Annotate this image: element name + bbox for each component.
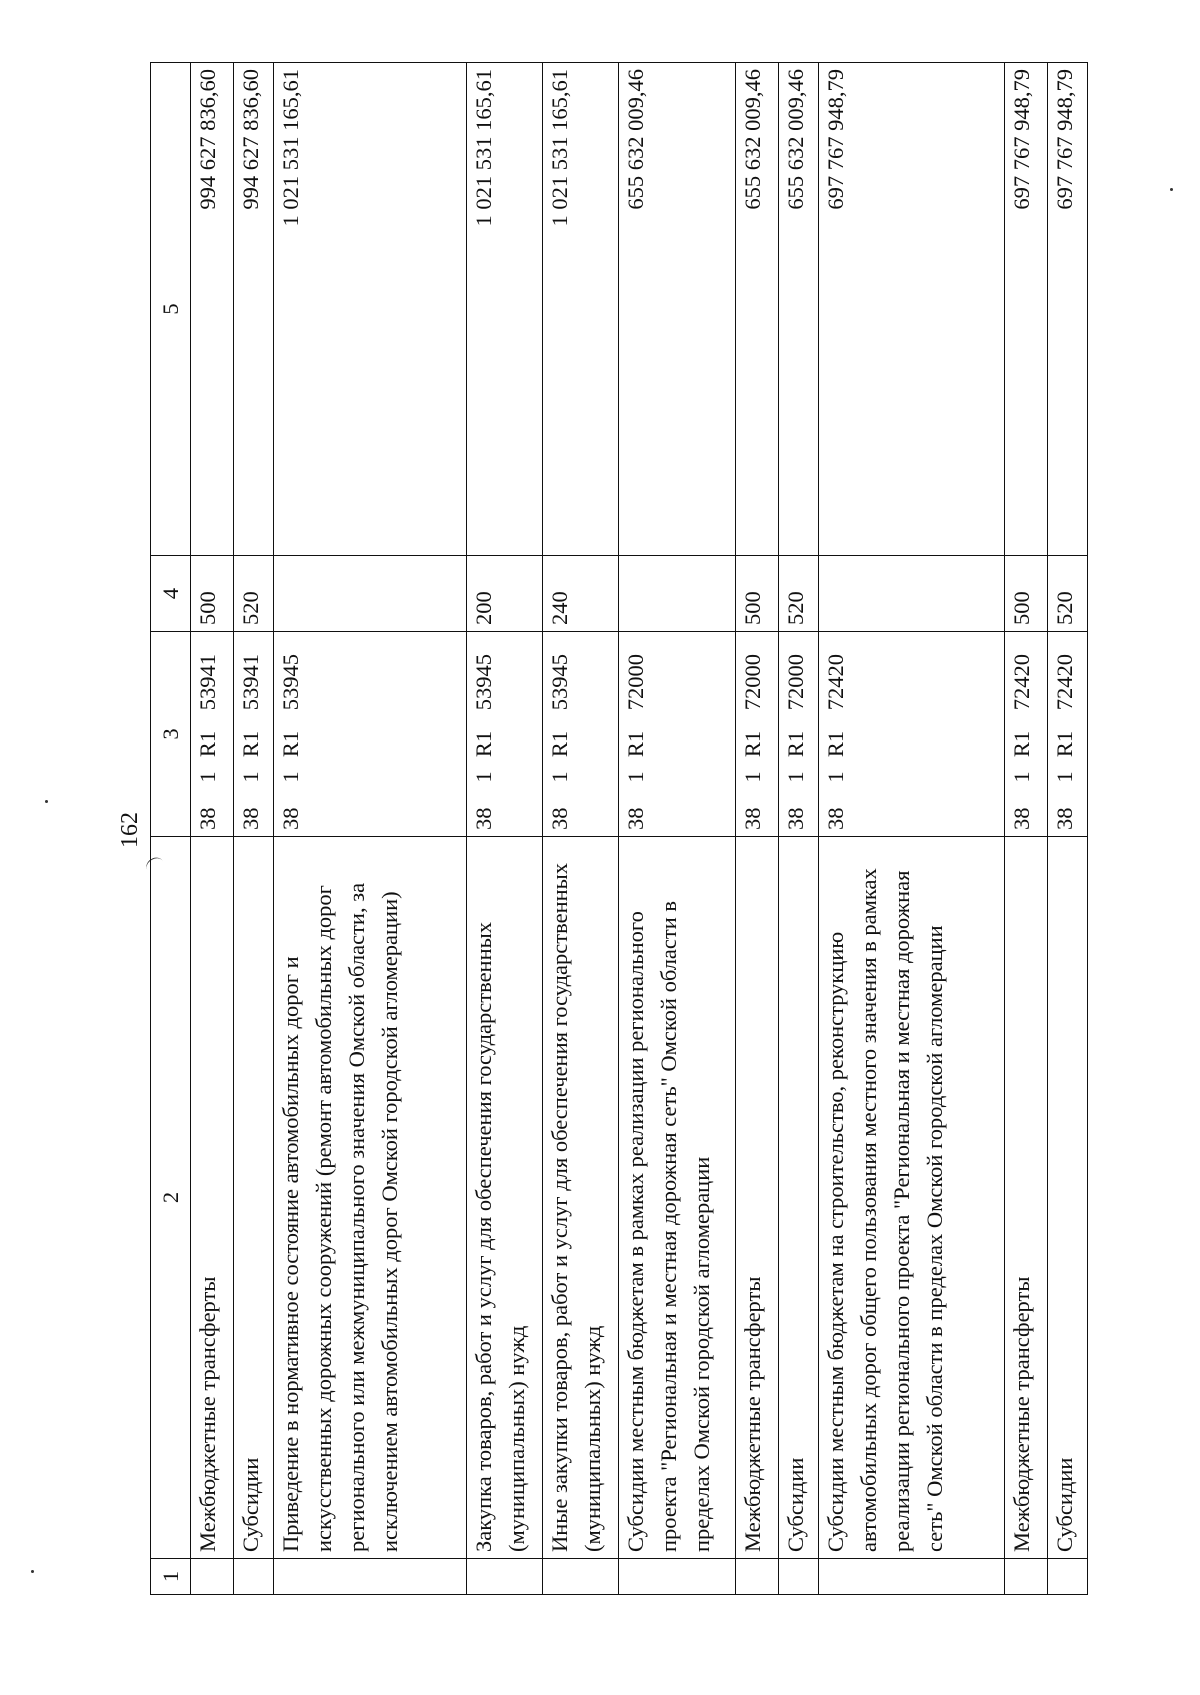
cell-type <box>619 556 736 632</box>
cell-amount: 994 627 836,60 <box>191 63 234 556</box>
table-row <box>818 63 1004 1595</box>
cell-col-1 <box>233 1559 273 1595</box>
cell-description: Субсидии <box>778 837 818 1559</box>
cell-code <box>233 632 273 837</box>
code-part: 38 <box>740 807 765 830</box>
header-col-2: 2 <box>151 837 191 1559</box>
code-part: 1 <box>1051 771 1077 783</box>
cell-col-1 <box>1047 1559 1087 1595</box>
cell-code <box>818 632 1004 837</box>
cell-code <box>274 632 467 837</box>
code-part: 1 <box>782 771 808 783</box>
code-part: 38 <box>822 807 848 830</box>
code-part: 1 <box>195 771 221 783</box>
cell-col-1 <box>1004 1559 1047 1595</box>
code-part: 72000 <box>782 654 808 711</box>
cell-amount: 1 021 531 165,61 <box>274 63 467 556</box>
cell-code <box>778 632 818 837</box>
code-part: R1 <box>547 730 573 758</box>
cell-type: 240 <box>543 556 619 632</box>
table-row <box>778 63 818 1595</box>
table-row <box>543 63 619 1595</box>
cell-amount: 655 632 009,46 <box>736 63 779 556</box>
cell-description: Закупка товаров, работ и услуг для обеспечения государственных (муниципальных) нужд <box>467 837 543 1559</box>
code-part: 1 <box>822 771 848 783</box>
code-part: R1 <box>237 730 263 758</box>
cell-type <box>818 556 1004 632</box>
cell-col-1 <box>467 1559 543 1595</box>
cell-amount: 655 632 009,46 <box>778 63 818 556</box>
rotated-table-wrapper <box>150 63 1088 1595</box>
cell-description: Субсидии местным бюджетам на строительство, реконструкцию автомобильных дорог общего пользования местного значения в рамках реализации регионального проекта "Региональная и местная дорожная сеть" Омской области в пределах Омской городской агломерации <box>818 837 1004 1559</box>
code-part: 72420 <box>1008 654 1034 711</box>
cell-col-1 <box>818 1559 1004 1595</box>
cell-code <box>1047 632 1087 837</box>
code-part: 38 <box>547 807 573 830</box>
code-part: R1 <box>1008 730 1034 758</box>
cell-description: Субсидии <box>1047 837 1087 1559</box>
table-row <box>191 63 234 1595</box>
code-part: 1 <box>237 771 263 783</box>
cell-amount: 655 632 009,46 <box>619 63 736 556</box>
cell-code <box>543 632 619 837</box>
cell-type: 500 <box>1004 556 1047 632</box>
code-part: 1 <box>547 771 573 783</box>
code-part: R1 <box>623 730 649 758</box>
header-col-5: 5 <box>151 63 191 556</box>
cell-amount: 697 767 948,79 <box>818 63 1004 556</box>
code-part: 38 <box>1008 807 1034 830</box>
code-part: R1 <box>1051 730 1077 758</box>
code-part: 72000 <box>623 654 649 711</box>
table-row <box>1004 63 1047 1595</box>
cell-col-1 <box>191 1559 234 1595</box>
header-col-4: 4 <box>151 556 191 632</box>
code-part: R1 <box>740 730 765 758</box>
code-part: 38 <box>195 807 221 830</box>
code-part: 38 <box>278 807 304 830</box>
table-row <box>233 63 273 1595</box>
cell-amount: 697 767 948,79 <box>1004 63 1047 556</box>
code-part: R1 <box>278 730 304 758</box>
cell-description: Межбюджетные трансферты <box>736 837 779 1559</box>
table-row <box>467 63 543 1595</box>
code-part: 38 <box>1051 807 1077 830</box>
cell-amount: 1 021 531 165,61 <box>467 63 543 556</box>
code-part: 53945 <box>471 654 497 711</box>
code-part: 1 <box>1008 771 1034 783</box>
code-part: 53945 <box>278 654 304 711</box>
table-row <box>619 63 736 1595</box>
code-part: 38 <box>782 807 808 830</box>
code-part: 38 <box>623 807 649 830</box>
budget-table <box>150 62 1088 1595</box>
cell-type: 200 <box>467 556 543 632</box>
cell-description: Иные закупки товаров, работ и услуг для обеспечения государственных (муниципальных) нужд <box>543 837 619 1559</box>
cell-type <box>274 556 467 632</box>
cell-col-1 <box>543 1559 619 1595</box>
cell-amount: 1 021 531 165,61 <box>543 63 619 556</box>
cell-code <box>1004 632 1047 837</box>
cell-code <box>467 632 543 837</box>
cell-amount: 994 627 836,60 <box>233 63 273 556</box>
code-part: 72420 <box>1051 654 1077 711</box>
cell-code <box>191 632 234 837</box>
cell-amount: 697 767 948,79 <box>1047 63 1087 556</box>
cell-code <box>619 632 736 837</box>
code-part: 53941 <box>237 654 263 711</box>
cell-type: 500 <box>191 556 234 632</box>
table-row <box>1047 63 1087 1595</box>
table-row <box>736 63 779 1595</box>
header-col-1: 1 <box>151 1559 191 1595</box>
scan-speck <box>31 1570 34 1573</box>
code-part: 38 <box>237 807 263 830</box>
header-col-3: 3 <box>151 632 191 837</box>
scan-speck <box>45 800 48 803</box>
header-row <box>151 63 191 1595</box>
cell-type: 520 <box>233 556 273 632</box>
cell-col-1 <box>778 1559 818 1595</box>
code-part: 53945 <box>547 654 573 711</box>
cell-type: 520 <box>778 556 818 632</box>
code-part: 72420 <box>822 654 848 711</box>
code-part: 72000 <box>740 654 765 711</box>
code-part: R1 <box>195 730 221 758</box>
cell-col-1 <box>274 1559 467 1595</box>
code-part: R1 <box>782 730 808 758</box>
cell-code <box>736 632 779 837</box>
code-part: 53941 <box>195 654 221 711</box>
cell-description: Межбюджетные трансферты <box>1004 837 1047 1559</box>
code-part: 1 <box>471 771 497 783</box>
code-part: 38 <box>471 807 497 830</box>
page-number: 162 <box>117 812 143 848</box>
cell-col-1 <box>619 1559 736 1595</box>
code-part: R1 <box>471 730 497 758</box>
scan-speck <box>1170 188 1173 191</box>
code-part: 1 <box>740 771 765 783</box>
cell-description: Приведение в нормативное состояние автомобильных дорог и искусственных дорожных сооружений (ремонт автомобильных дорог регионального или межмуниципального значения Омской области, за исключением автомобильных дорог Омской городской агломерации) <box>274 837 467 1559</box>
code-part: 1 <box>278 771 304 783</box>
table-row <box>274 63 467 1595</box>
cell-description: Субсидии местным бюджетам в рамках реализации регионального проекта "Региональная и местная дорожная сеть" Омской области в пределах Омской городской агломерации <box>619 837 736 1559</box>
code-part: R1 <box>822 730 848 758</box>
cell-col-1 <box>736 1559 779 1595</box>
cell-description: Межбюджетные трансферты <box>191 837 234 1559</box>
code-part: 1 <box>623 771 649 783</box>
cell-type: 520 <box>1047 556 1087 632</box>
cell-type: 500 <box>736 556 779 632</box>
cell-description: Субсидии <box>233 837 273 1559</box>
